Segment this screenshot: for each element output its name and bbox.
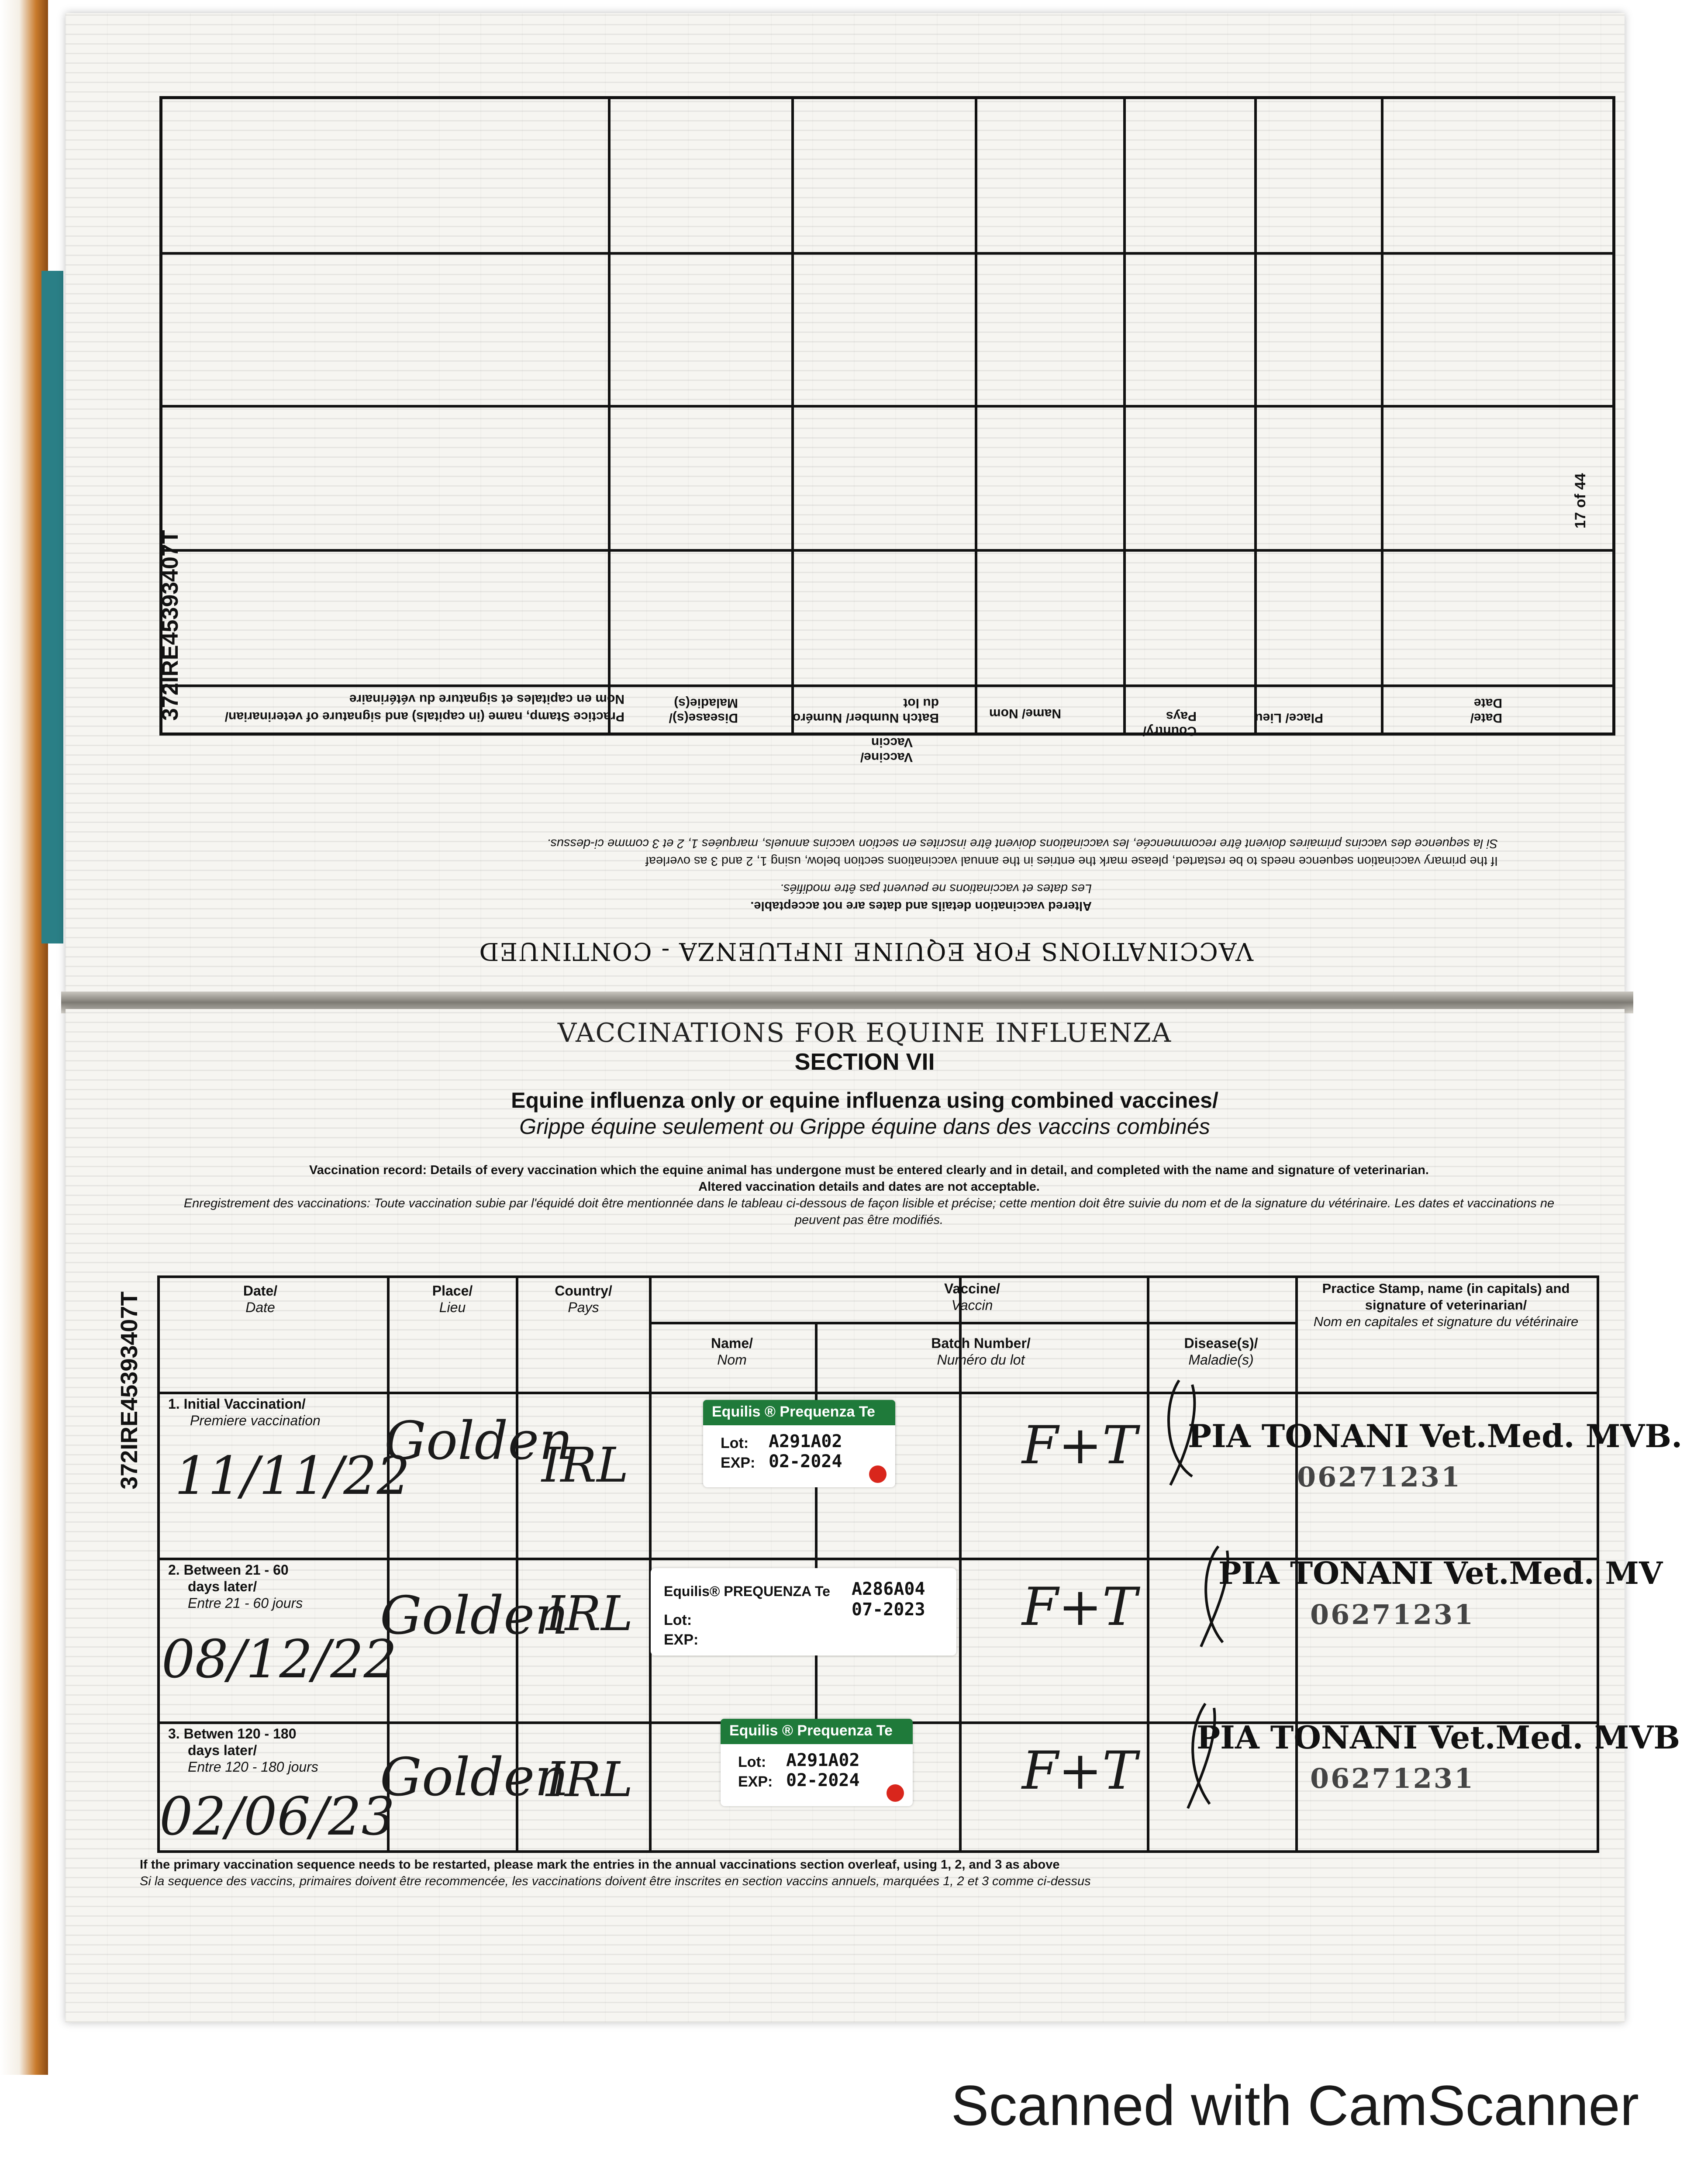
top-col-name-wrap [974,681,1061,721]
col-date-fr: Date [245,1299,275,1315]
exp-value: 07-2023 [852,1600,925,1620]
top-col-vaccine: Vaccine/ Vaccin [860,735,913,764]
page-number: 17 of 44 [1572,473,1589,529]
top-stamp-header [188,668,624,725]
country-value: IRL [542,1437,629,1493]
footnote-fr: Si la sequence des vaccins, primaires doivent être recommencée, les vaccinations doivent être inscrites en section vaccins annuels, marquées 1, 2 et 3 comme ci-dessus [140,1874,1091,1888]
col-vaccine-en: Vaccine/ [944,1281,1000,1296]
col-place-en: Place/ [432,1283,473,1299]
sticker-dot [869,1465,887,1483]
restart-footnote [140,1856,1581,1890]
col-batch-en: Batch Number/ [931,1335,1031,1351]
col-date [195,1282,326,1316]
col-disease-fr: Maladie(s) [1188,1352,1254,1368]
subtitle-en: Equine influenza only or equine influenza using combined vaccines/ [511,1088,1218,1113]
camscanner-watermark: Scanned with CamScanner [951,2073,1639,2137]
vaccine-brand: Equilis® PREQUENZA Te [664,1583,830,1599]
grid-line [162,405,1612,408]
top-note-fr: Les dates et vaccinations ne peuvent pas être modifiés. [780,881,1092,895]
row-label-en-2: days later/ [188,1579,257,1594]
col-country-fr: Pays [568,1299,599,1315]
vet-stamp: PIA TONANI Vet.Med. MVB. [1188,1417,1683,1455]
grid-line [649,1278,652,1850]
grid-line [160,1392,1597,1394]
vaccine-brand: Equilis ® Prequenza Te [703,1400,895,1425]
col-stamp-en: Practice Stamp, name (in capitals) and signature of veterinarian/ [1322,1281,1570,1313]
vet-stamp: PIA TONANI Vet.Med. MVB [1197,1719,1680,1756]
lot-value: A291A02 [786,1750,860,1770]
record-en-2: Altered vaccination details and dates are not acceptable. [698,1180,1040,1194]
vaccine-sticker [651,1568,956,1655]
row-label [168,1562,386,1611]
lot-label: Lot: [738,1754,766,1770]
date-value: 08/12/22 [162,1629,397,1690]
vet-number: 06271231 [1297,1461,1462,1493]
book-cover-edge [41,271,63,943]
top-note-wrap [655,878,1092,913]
disease-value: F+T [1022,1741,1137,1801]
place-value: Golden [380,1747,569,1808]
lot-value: A286A04 [852,1579,925,1599]
top-col-country: Country/ Pays [1142,709,1197,738]
top-col-disease: Disease(s)/ Maladie(s) [669,696,738,725]
vet-stamp: PIA TONANI Vet.Med. MV [1218,1555,1663,1591]
lot-label: Lot: [721,1435,749,1451]
row-label-fr: Entre 21 - 60 jours [188,1595,303,1611]
col-name-fr: Nom [717,1352,747,1368]
col-country-en: Country/ [555,1283,612,1299]
col-name-en: Name/ [711,1335,753,1351]
top-col-vaccine-wrap [817,725,913,764]
top-blank-table [159,96,1615,736]
book-edge [0,0,48,2075]
exp-label: EXP: [721,1455,756,1471]
top-heading-wrap [478,935,1253,965]
top-restart-wrap [293,834,1498,869]
footnote-en: If the primary vaccination sequence needs to be restarted, please mark the entries in the annual vaccinations section overleaf, using 1, 2, and 3 as above [140,1858,1060,1872]
top-col-batch: Batch Number/ Numéro du lot [792,696,939,725]
col-stamp [1300,1280,1592,1330]
vaccination-record-text [170,1162,1568,1228]
record-fr: Enregistrement des vaccinations: Toute vaccination subie par l'équidé doit être mentionnée dans le tableau ci-dessous de façon lisible et précise; cette mention doit être suivie du nom et de la signature du vétérinaire. Les dates et vaccinations ne peuvent pas être modifiés. [183,1196,1555,1227]
vet-number: 06271231 [1310,1599,1475,1631]
bottom-page-id: 372IRE45393407T [116,1291,142,1489]
grid-line [1147,1278,1149,1850]
col-country [520,1282,647,1316]
col-vaccine [653,1280,1291,1313]
lot-label: Lot: [664,1612,692,1628]
vaccine-sticker [721,1719,913,1806]
country-value: IRL [546,1752,633,1807]
col-batch [819,1335,1142,1368]
col-batch-fr: Numéro du lot [937,1352,1025,1368]
row-label-en-1: 2. Between 21 - 60 [168,1562,289,1578]
top-col-place: Place/ Lieu [1255,711,1323,725]
row-label [168,1725,386,1775]
grid-line [162,549,1612,552]
date-value: 11/11/22 [175,1446,410,1507]
page-heading: VACCINATIONS FOR EQUINE INFLUENZA [557,1018,1172,1048]
col-place [391,1282,514,1316]
top-col-date: Date/ Date [1470,696,1502,725]
grid-line [975,99,977,733]
exp-value: 02-2024 [786,1770,860,1790]
top-restart-fr: Si la sequence des vaccins primaires doivent être recommencée, les vaccinations doivent être inscrites en section vaccins annuels, marquées 1, 2 et 3 comme ci-dessus. [547,836,1498,850]
vet-number: 06271231 [1310,1762,1475,1794]
record-en-1: Vaccination record: Details of every vaccination which the equine animal has undergone must be entered clearly and in detail, and completed with the name and signature of veterinarian. [309,1163,1429,1177]
signature-strokes [1153,1372,1240,1835]
grid-line [1381,99,1383,733]
exp-label: EXP: [738,1773,773,1790]
grid-line [649,1322,1295,1324]
top-col-place-wrap [1245,681,1323,725]
grid-line [162,252,1612,255]
top-col-stamp: Practice Stamp, name (in capitals) and signature of veterinarian/ Nom en capitales et signature du vétérinaire [224,692,624,724]
lot-value: A291A02 [769,1431,842,1451]
row-label-en-1: 1. Initial Vaccination/ [168,1396,306,1412]
top-col-batch-wrap [790,681,939,725]
row-label [168,1396,386,1429]
col-vaccine-fr: Vaccin [951,1297,993,1313]
country-value: IRL [546,1586,633,1641]
sticker-dot [887,1784,904,1802]
top-col-country-wrap [1109,681,1197,738]
row-label-fr: Premiere vaccination [190,1413,321,1428]
disease-value: F+T [1022,1577,1137,1638]
vaccine-sticker [703,1400,895,1487]
exp-label: EXP: [664,1631,699,1648]
top-col-date-wrap [1432,681,1502,725]
subtitle-fr: Grippe équine seulement ou Grippe équine dans des vaccins combinés [519,1114,1210,1139]
grid-line [1254,99,1257,733]
top-note-en: Altered vaccination details and dates are not acceptable. [750,899,1092,913]
col-disease [1151,1335,1291,1368]
top-page [66,13,1625,996]
grid-line [1123,99,1126,733]
top-heading: VACCINATIONS FOR EQUINE INFLUENZA - CONTINUED [478,937,1253,965]
row-label-fr: Entre 120 - 180 jours [188,1759,318,1775]
row-label-en-1: 3. Betwen 120 - 180 [168,1726,297,1742]
row-label-en-2: days later/ [188,1742,257,1758]
col-disease-en: Disease(s)/ [1184,1335,1258,1351]
exp-value: 02-2024 [769,1451,842,1472]
date-value: 02/06/23 [159,1787,395,1847]
col-name [653,1335,811,1368]
top-page-id: 372IRE45393407T [158,530,183,721]
top-restart-en: If the primary vaccination sequence needs to be restarted, please mark the entries in the annual vaccinations section below, using 1, 2 and 3 as overleaf [645,854,1498,868]
grid-line [791,99,794,733]
col-stamp-fr: Nom en capitales et signature du vétérinaire [1313,1314,1579,1329]
grid-line [815,1322,818,1719]
top-col-disease-wrap [616,681,738,725]
place-value: Golden [384,1411,573,1472]
vaccine-brand: Equilis ® Prequenza Te [721,1719,913,1744]
col-place-fr: Lieu [439,1299,466,1315]
place-value: Golden [380,1586,569,1646]
section-title: SECTION VII [794,1049,935,1075]
disease-value: F+T [1022,1415,1137,1476]
top-col-name: Name/ Nom [989,706,1061,721]
col-date-en: Date/ [243,1283,278,1299]
grid-line [608,99,611,733]
